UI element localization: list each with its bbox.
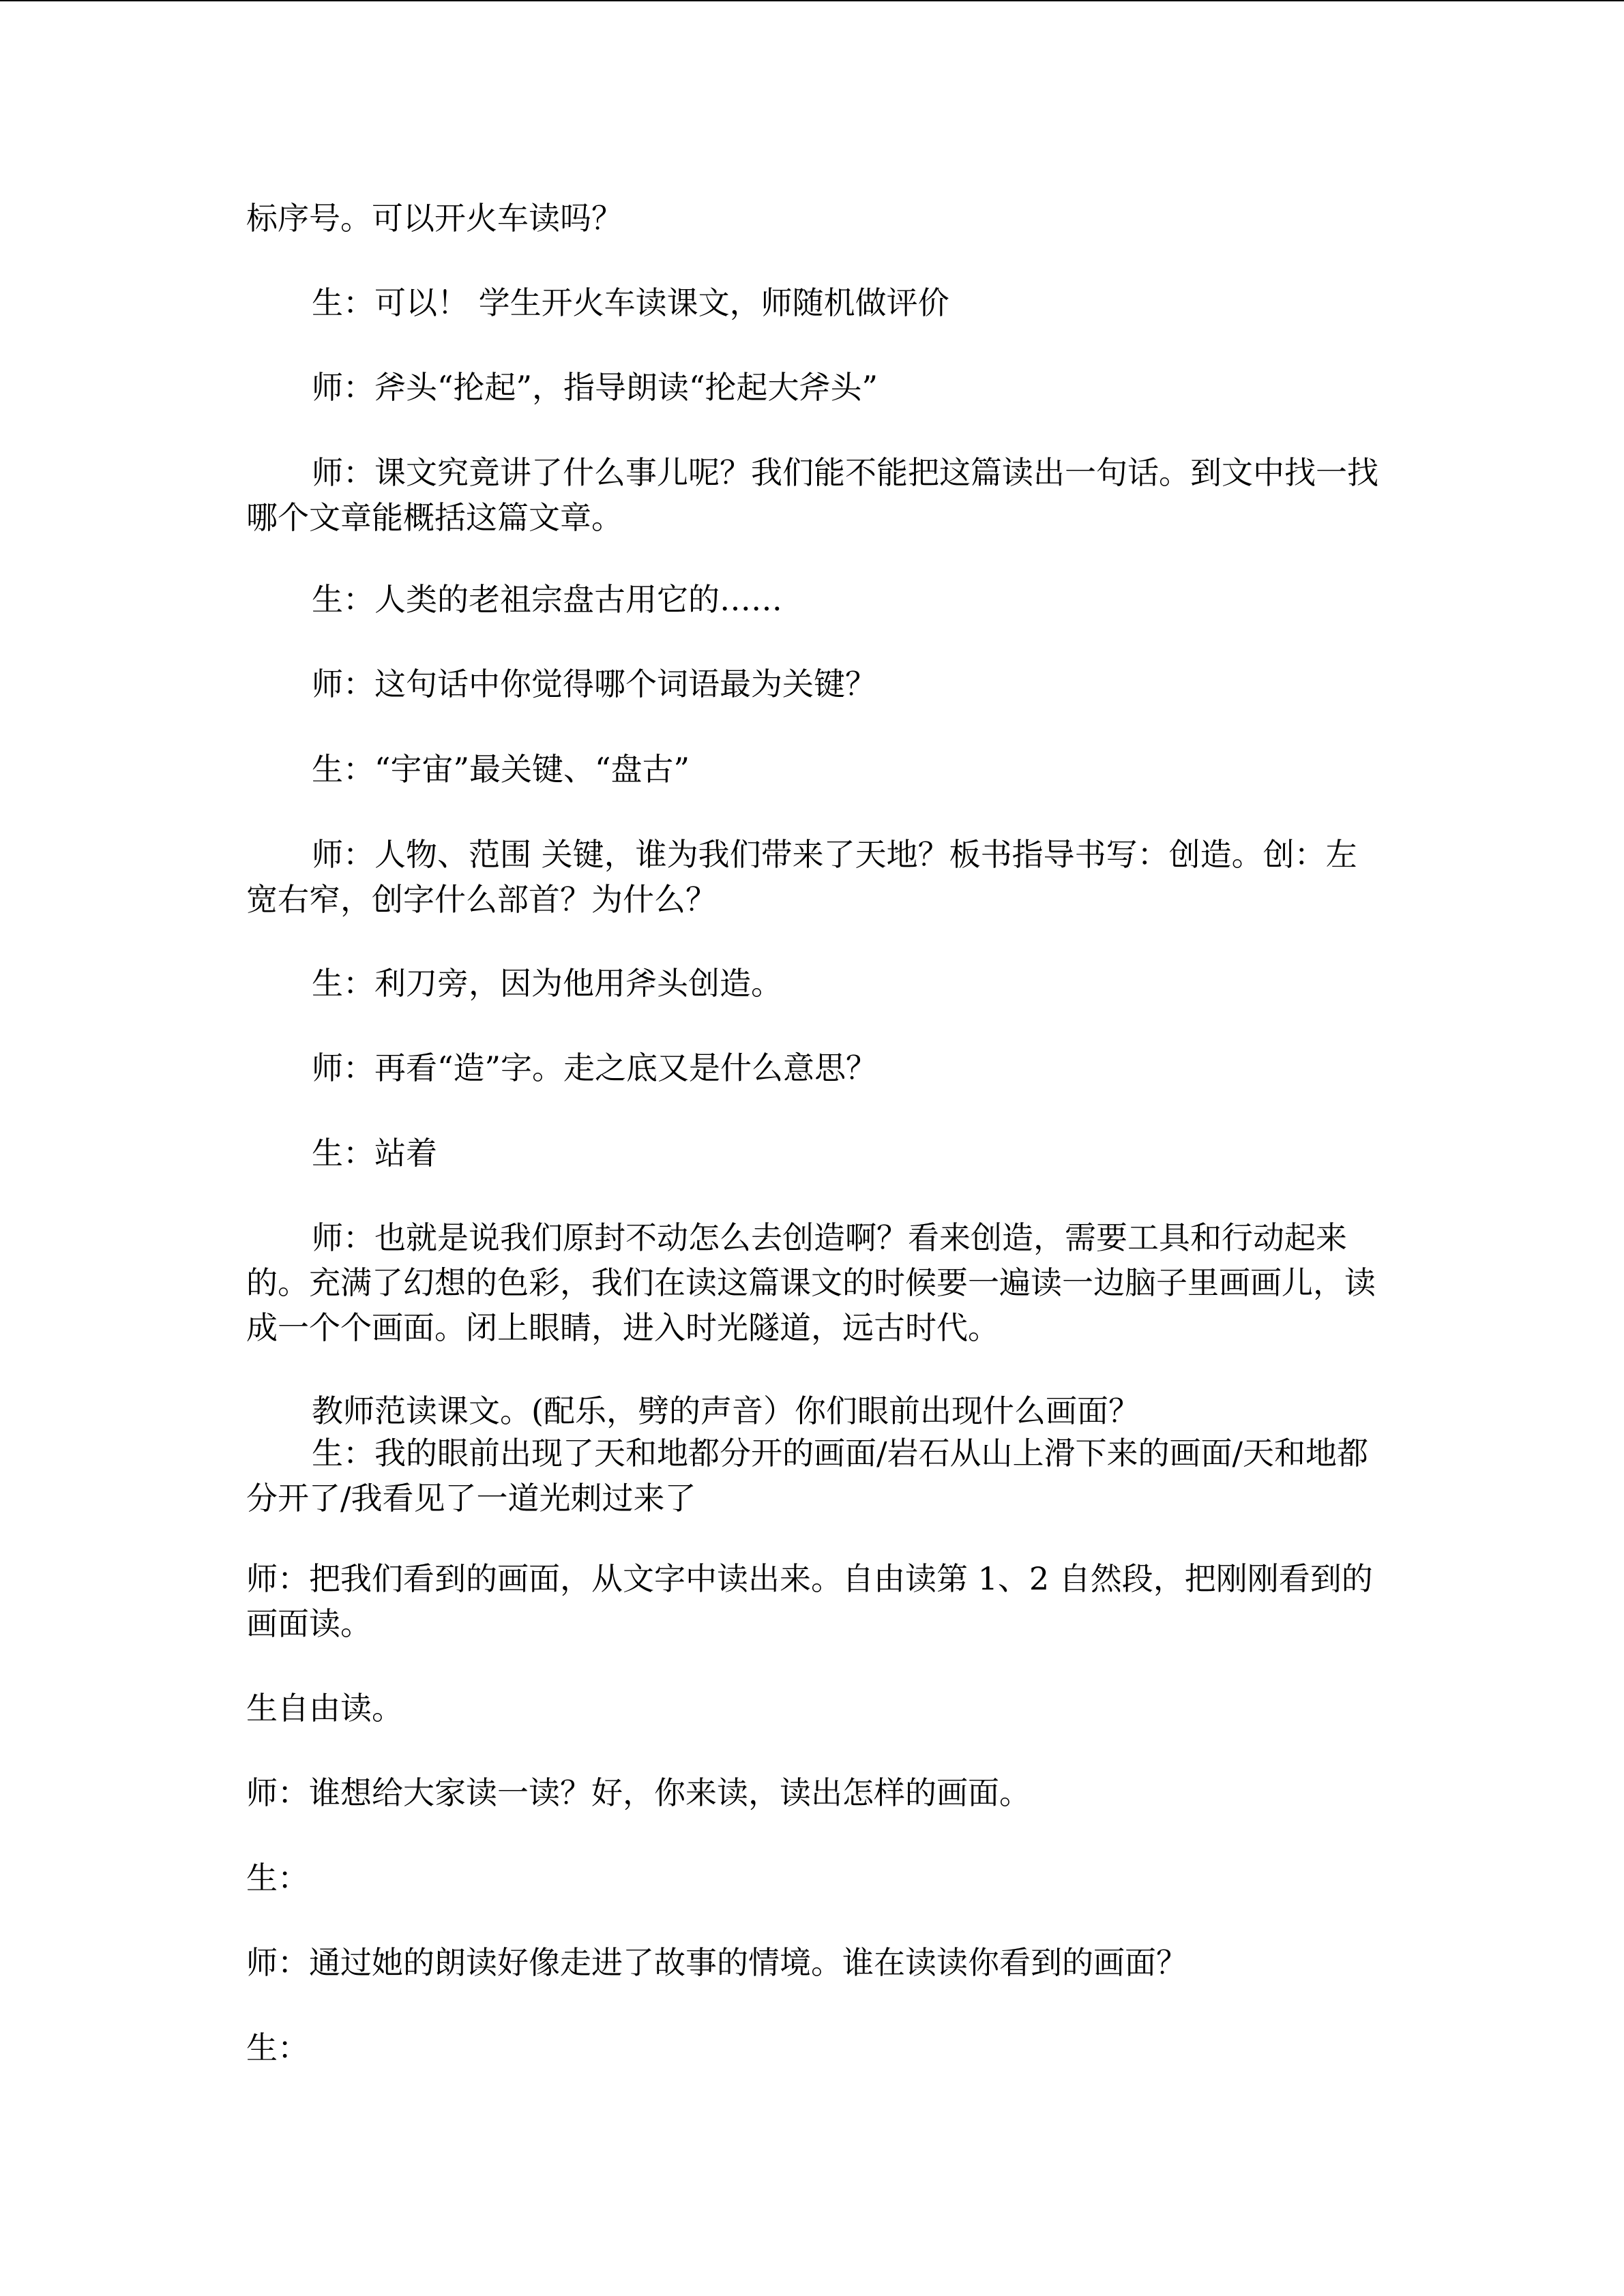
- paragraph-2: 生：可以！ 学生开火车读课文，师随机做评价: [312, 284, 949, 321]
- paragraph-6: 师：这句话中你觉得哪个词语最为关键？: [312, 666, 876, 702]
- paragraph-12: 师：也就是说我们原封不动怎么去创造啊？看来创造，需要工具和行动起来的。充满了幻想的色彩，我们在读这篇课文的时候要一遍读一边脑子里画画儿，读成一个个画面。闭上眼睛，进入时光隧道，远古时代。: [246, 1219, 1376, 1346]
- paragraph-19: 师：通过她的朗读好像走进了故事的情境。谁在读读你看到的画面？: [246, 1944, 1187, 1981]
- document-page: [246, 0, 1378, 2296]
- paragraph-18: 生：: [246, 1860, 309, 1896]
- paragraph-7: 生：“宇宙”最关键、“盘古”: [312, 751, 690, 788]
- paragraph-20: 生：: [246, 2029, 309, 2066]
- paragraph-5: 生：人类的老祖宗盘古用它的……: [312, 581, 782, 618]
- paragraph-13: 教师范读课文。(配乐，劈的声音）你们眼前出现什么画面？: [312, 1392, 1140, 1429]
- paragraph-17: 师：谁想给大家读一读？好，你来读，读出怎样的画面。: [246, 1774, 1031, 1811]
- paragraph-1: 标序号。可以开火车读吗？: [246, 200, 623, 237]
- paragraph-11: 生：站着: [312, 1135, 437, 1172]
- paragraph-8: 师：人物、范围 关键，谁为我们带来了天地？板书指导书写：创造。创：左宽右窄，创字什么部首？为什么？: [246, 836, 1357, 918]
- paragraph-10: 师：再看“造”字。走之底又是什么意思？: [312, 1049, 878, 1086]
- paragraph-15: 师：把我们看到的画面，从文字中读出来。自由读第 1、2 自然段，把刚刚看到的画面读。: [246, 1560, 1373, 1642]
- paragraph-16: 生自由读。: [246, 1690, 403, 1727]
- paragraph-4: 师：课文究竟讲了什么事儿呢？我们能不能把这篇读出一句话。到文中找一找哪个文章能概括这篇文章。: [246, 454, 1378, 536]
- paragraph-9: 生：利刀旁，因为他用斧头创造。: [312, 965, 782, 1002]
- paragraph-3: 师：斧头“抡起”，指导朗读“抡起大斧头”: [312, 369, 879, 406]
- paragraph-14: 生：我的眼前出现了天和地都分开的画面/岩石从山上滑下来的画面/天和地都分开了/我看见了一道光刺过来了: [246, 1435, 1368, 1517]
